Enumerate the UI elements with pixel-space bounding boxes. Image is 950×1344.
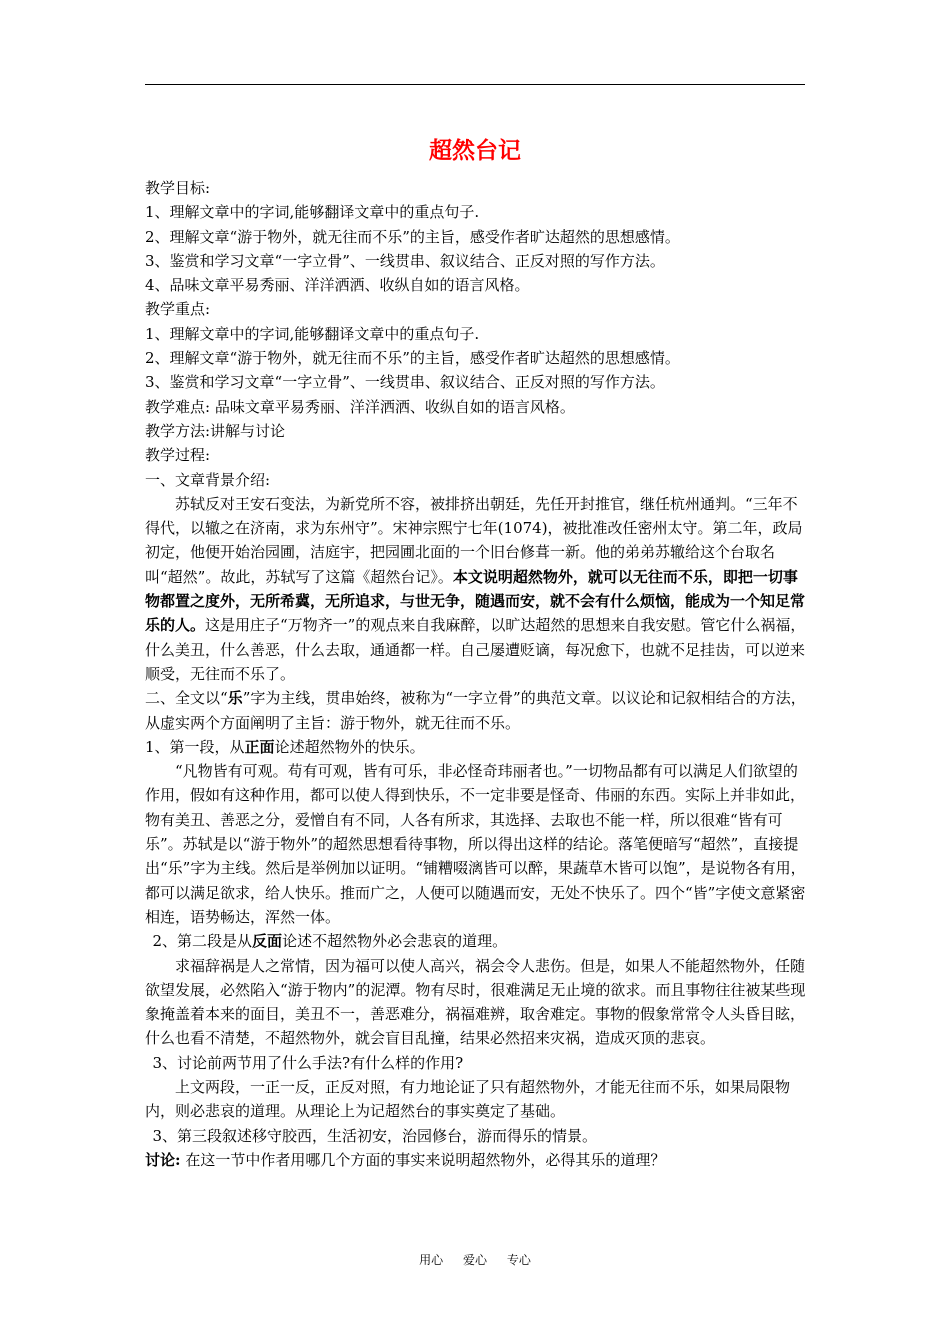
part1-keyword: 正面 xyxy=(244,737,275,756)
footer-item: 专心 xyxy=(506,1253,531,1267)
part1-heading-tail: 论述超然物外的快乐。 xyxy=(274,737,425,756)
footer-item: 爱心 xyxy=(462,1253,487,1267)
goal-item: 2、理解文章“游于物外，就无往而不乐”的主旨，感受作者旷达超然的思想感情。 xyxy=(145,227,680,246)
section1-heading: 一、文章背景介绍: xyxy=(145,470,271,489)
key-item: 3、鉴赏和学习文章“一字立骨”、一线贯串、叙议结合、正反对照的写作方法。 xyxy=(145,373,665,392)
document-title: 超然台记 xyxy=(429,138,521,164)
key-item: 2、理解文章“游于物外，就无往而不乐”的主旨，感受作者旷达超然的思想感情。 xyxy=(145,349,680,368)
part1-paragraph: “凡物皆有可观。苟有可观，皆有可乐，非必怪奇玮丽者也。”一切物品都有可以满足人们欲望的作用，假如有这种作用，都可以使人得到快乐，不一定非要是怪奇、伟丽的东西。实际上并非如此，物有美丑、善恶之分，爱憎自有不同，人各有所求，其选择、去取也不能一样，所以很难“皆有可乐”。苏轼是以“游于物外”的超然思想看待事物，所以得出这样的结论。落笔便暗写“超然”，直接提出“乐”字为主线。然后是举例加以证明。“铺糟啜漓皆可以醉，果蔬草木皆可以饱”，是说物各有用，都可以满足欲求，给人快乐。推而广之，人便可以随遇而安，无处不快乐了。四个“皆”字使文意紧密相连，语势畅达，浑然一体。 xyxy=(145,762,806,926)
part1-heading-text: 1、第一段，从 xyxy=(145,737,245,756)
page-footer xyxy=(0,1252,950,1268)
process-heading: 教学过程: xyxy=(145,446,211,465)
part3-heading: 3、第三段叙述移守胶西，生活初安，治园修台，游而得乐的情景。 xyxy=(152,1126,598,1145)
part1-heading xyxy=(145,735,811,759)
section1-paragraph xyxy=(145,492,811,686)
discussion-label: 讨论: xyxy=(145,1150,181,1169)
goal-item: 3、鉴赏和学习文章“一字立骨”、一线贯串、叙议结合、正反对照的写作方法。 xyxy=(145,251,665,270)
discussion-text: 在这一节中作者用哪几个方面的事实来说明超然物外，必得其乐的道理？ xyxy=(185,1150,666,1169)
section1-bold-text: 本文说明超然物外，就可以无往而不乐，即把一切事物都置之度外，无所希冀，无所追求，与世无争，随遇而安，就不会有什么烦恼，能成为一个知足常乐的人。 xyxy=(145,567,806,635)
question3-heading: 3、讨论前两节用了什么手法?有什么样的作用? xyxy=(152,1053,464,1072)
header-rule xyxy=(145,84,805,85)
goal-item: 4、品味文章平易秀丽、洋洋洒洒、收纵自如的语言风格。 xyxy=(145,276,530,295)
discussion-line xyxy=(145,1148,811,1172)
part2-heading-text: 2、第二段是从 xyxy=(152,932,253,951)
section2-text-tail: ”字为主线，贯串始终，被称为“一字立骨”的典范文章。以议论和记叙相结合的方法，从虚实两个方面阐明了主旨：游于物外，就无往而不乐。 xyxy=(145,689,806,732)
part2-paragraph: 求福辞祸是人之常情，因为福可以使人高兴，祸会令人悲伤。但是，如果人不能超然物外，任随欲望发展，必然陷入“游于物内”的泥潭。物有尽时，很难满足无止境的欲求。而且事物往往被某些现象掩盖着本来的面目，美丑不一，善恶难分，祸福难辨，取舍难定。事物的假象常常令人头昏目眩，什么也看不清楚，不超然物外，就会盲目乱撞，结果必然招来灾祸，造成灭顶的悲哀。 xyxy=(145,956,806,1048)
difficulty-line: 教学难点: 品味文章平易秀丽、洋洋洒洒、收纵自如的语言风格。 xyxy=(145,397,575,416)
part2-keyword: 反面 xyxy=(252,932,283,951)
section1-text: 苏轼反对王安石变法，为新党所不容，被排挤出朝廷，先任开封推官，继任杭州通判。“三年不得代，以辙之在济南，求为东州守”。宋神宗熙宁七年(1074)，被批准改任密州太守。第二年，政局初定，他便开始治园圃，洁庭宇，把园圃北面的一个旧台修葺一新。他的弟弟苏辙给这个台取名叫“超然”。故此，苏轼写了这篇《超然台记》。 xyxy=(145,494,803,586)
method-line: 教学方法:讲解与讨论 xyxy=(145,421,286,440)
footer-item: 用心 xyxy=(419,1253,444,1267)
part2-heading xyxy=(145,929,811,953)
document-body xyxy=(145,176,811,1172)
question3-answer: 上文两段，一正一反，正反对照，有力地论证了只有超然物外，才能无往而不乐，如果局限物内，则必悲哀的道理。从理论上为记超然台的事实奠定了基础。 xyxy=(145,1077,791,1121)
section2-keyword: 乐 xyxy=(227,689,243,708)
goals-heading: 教学目标: xyxy=(145,179,211,197)
goal-item: 1、理解文章中的字词,能够翻译文章中的重点句子. xyxy=(145,203,480,222)
section2-text: 二、全文以“ xyxy=(145,689,228,708)
key-item: 1、理解文章中的字词,能够翻译文章中的重点句子. xyxy=(145,324,480,343)
section1-tail-text: 这是用庄子“万物齐一”的观点来自我麻醉，以旷达超然的思想来自我安慰。管它什么祸福，什么美丑，什么善恶，什么去取，通通都一样。自己屡遭贬谪，每况愈下，也就不足挂齿，可以逆来顺受，无往而不乐了。 xyxy=(145,616,806,683)
part2-heading-tail: 论述不超然物外必会悲哀的道理。 xyxy=(282,932,508,951)
section2-paragraph xyxy=(145,686,811,735)
key-heading: 教学重点: xyxy=(145,300,211,319)
